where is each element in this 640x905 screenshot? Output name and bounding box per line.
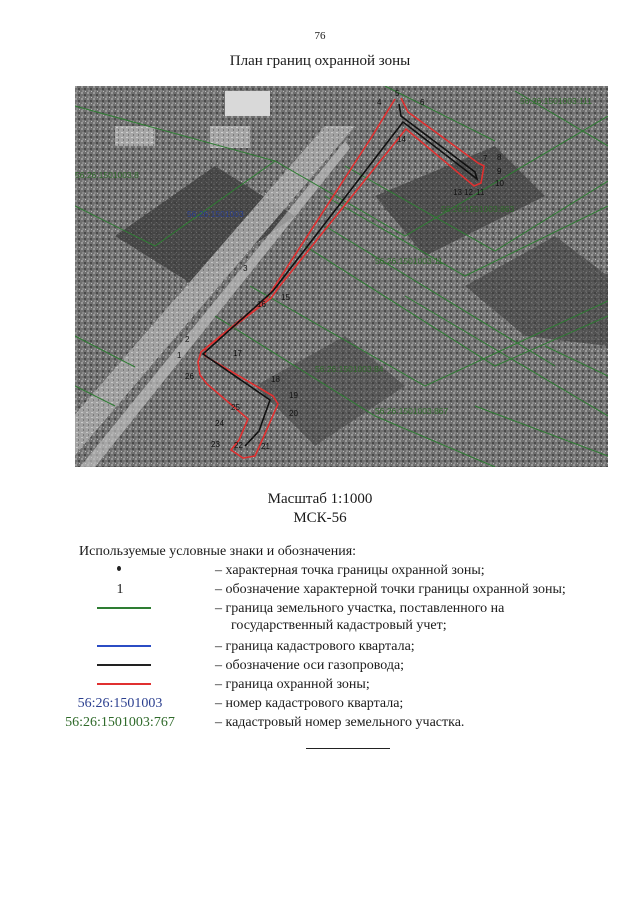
point-label: 15 [281, 293, 290, 302]
legend-row [60, 638, 620, 655]
black-line-icon [97, 664, 151, 666]
point-label: 18 [271, 375, 280, 384]
point-label: 2 [185, 335, 190, 344]
scale-text: Масштаб 1:1000 [267, 491, 373, 507]
quarter-label: 56:26:1501003 [187, 209, 244, 219]
green-line-icon [97, 607, 151, 609]
legend-text: – граница охранной зоны; [215, 677, 370, 692]
point-label: 22 [234, 441, 243, 450]
point-label: 6 [420, 98, 425, 107]
parcel-label: 56:26:1501003:867 [375, 406, 449, 416]
point-label: 20 [289, 409, 298, 418]
legend-heading: Используемые условные знаки и обозначения: [79, 544, 357, 559]
scale-block [0, 490, 640, 528]
legend-text: – кадастровый номер земельного участка. [215, 715, 465, 730]
legend-text: – граница кадастрового квартала; [215, 639, 415, 654]
point-label: 17 [233, 349, 242, 358]
point-label: 11 [476, 188, 485, 197]
legend-row [60, 676, 620, 693]
legend-text: – граница земельного участка, поставленного на [215, 601, 505, 616]
point-label: 12 [464, 188, 473, 197]
parcel-number-symbol: 56:26:1501003:767 [65, 715, 175, 730]
blue-line-icon [97, 645, 151, 647]
parcel-label: 56:26:1501003:11 [375, 256, 443, 266]
legend-text: – обозначение оси газопровода; [215, 658, 405, 673]
parcel-label: 56:26:1501003:84 [315, 364, 384, 374]
page-title: План границ охранной зоны [229, 53, 411, 69]
point-label: 4 [377, 98, 382, 107]
point-label: 23 [211, 440, 220, 449]
legend-row [60, 600, 620, 636]
point-label: 24 [215, 419, 224, 428]
legend [60, 562, 620, 733]
parcel-label: 56:26:1501003:111 [520, 96, 593, 106]
point-label: 9 [497, 167, 502, 176]
point-label: 7 [483, 154, 488, 163]
coordinate-system: МСК-56 [293, 510, 347, 526]
point-label: 3 [243, 264, 248, 273]
legend-text: – номер кадастрового квартала; [215, 696, 404, 711]
point-label: 26 [185, 372, 194, 381]
legend-row [60, 657, 620, 674]
point-number-symbol: 1 [116, 582, 124, 597]
legend-text: – характерная точка границы охранной зоны; [215, 563, 485, 578]
point-dot-icon [117, 566, 121, 571]
legend-row [60, 562, 620, 579]
page-number: 76 [314, 30, 326, 42]
aerial-map [75, 86, 608, 467]
point-label: 13 [453, 188, 462, 197]
point-label: 21 [261, 442, 270, 451]
end-rule [306, 748, 390, 749]
quarter-number-symbol: 56:26:1501003 [77, 696, 163, 711]
point-label: 5 [395, 89, 400, 98]
parcel-label: 56:26:1501003:863 [441, 204, 515, 214]
point-label: 10 [495, 179, 504, 188]
legend-row [60, 695, 620, 712]
red-line-icon [97, 683, 151, 685]
point-label: 14 [397, 135, 406, 144]
point-label: 19 [289, 391, 298, 400]
legend-row [60, 714, 620, 731]
point-label: 16 [257, 300, 266, 309]
point-label: 8 [497, 153, 502, 162]
legend-text: – обозначение характерной точки границы охранной зоны; [215, 582, 566, 597]
parcel-label: 56:26:1501003:8 [75, 170, 139, 180]
legend-text-continuation: государственный кадастровый учет; [231, 618, 447, 633]
legend-row [60, 581, 620, 598]
point-label: 25 [231, 403, 240, 412]
point-label: 1 [177, 351, 182, 360]
